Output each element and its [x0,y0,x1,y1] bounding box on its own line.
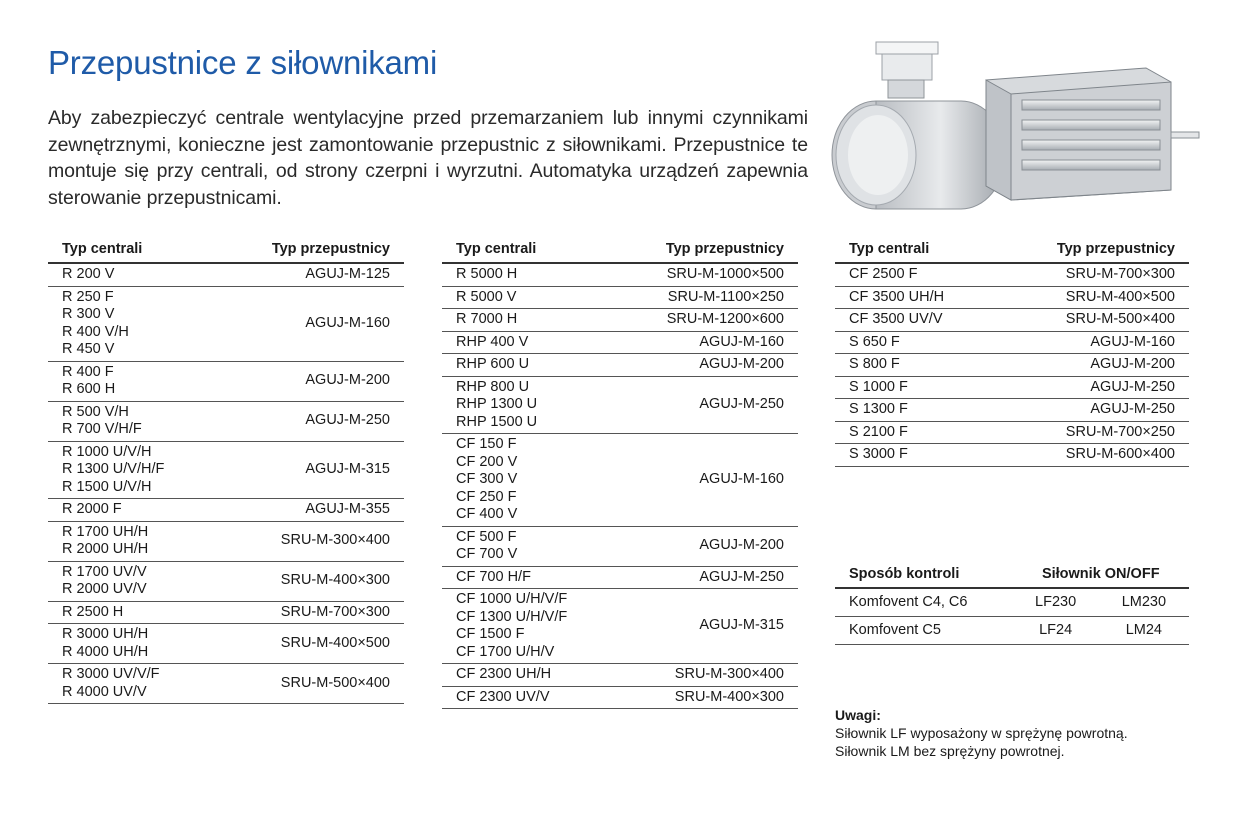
unit-type-cell: S 1300 F [835,399,997,422]
unit-type-cell: S 2100 F [835,421,997,444]
table-row [442,664,798,687]
rectangular-damper-icon [986,68,1199,200]
damper-type-cell: SRU-M-600×400 [997,444,1189,467]
damper-type-cell: AGUJ-M-125 [216,263,404,286]
table-row [442,286,798,309]
table-row [48,624,404,664]
table-row [835,588,1189,617]
notes [835,706,1128,760]
intro-paragraph: Aby zabezpieczyć centrale wentylacyjne przed przemarzaniem lub innymi czynnikami zewnętrznymi, konieczne jest zamontowanie przepustnic z siłownikami. Przepustnice te montuje się przy centrali, od strony czerpni i wyrzutni. Automatyka urządzeń zapewnia sterowanie przepustnicami. [48,107,808,209]
table-row [48,664,404,704]
damper-type-cell: AGUJ-M-160 [997,331,1189,354]
damper-type-cell: AGUJ-M-160 [616,331,798,354]
table-row [835,331,1189,354]
damper-type-cell: AGUJ-M-200 [997,354,1189,377]
damper-type-cell: SRU-M-1000×500 [616,263,798,286]
table-row [442,309,798,332]
table-row [48,441,404,499]
unit-type-cell: CF 3500 UH/H [835,286,997,309]
table-row [442,354,798,377]
page-title: Przepustnice z siłownikami [48,44,438,81]
unit-type-cell: CF 2300 UH/H [442,664,616,687]
col-actuator: Siłownik ON/OFF [1013,561,1189,588]
unit-type-cell: CF 3500 UV/V [835,309,997,332]
damper-type-cell: AGUJ-M-250 [997,376,1189,399]
unit-type-cell: CF 700 H/F [442,566,616,589]
damper-table-1 [48,236,404,704]
table-row [442,376,798,434]
notes-heading: Uwagi: [835,707,881,723]
table-row [835,376,1189,399]
actuator-lf: LF24 [1013,617,1099,645]
table-row [442,434,798,527]
unit-type-cell: R 3000 UH/H R 4000 UH/H [48,624,216,664]
round-damper-icon [832,42,1005,209]
unit-type-cell: R 200 V [48,263,216,286]
table-row [835,354,1189,377]
table-row [835,399,1189,422]
control-method: Komfovent C5 [835,617,1013,645]
unit-type-cell: CF 2300 UV/V [442,686,616,709]
control-table [835,561,1189,645]
damper-type-cell: AGUJ-M-250 [216,401,404,441]
unit-type-cell: R 3000 UV/V/F R 4000 UV/V [48,664,216,704]
damper-type-cell: SRU-M-1100×250 [616,286,798,309]
unit-type-cell: R 1700 UH/H R 2000 UH/H [48,521,216,561]
damper-type-cell: AGUJ-M-315 [216,441,404,499]
unit-type-cell: S 800 F [835,354,997,377]
unit-type-cell: R 1000 U/V/H R 1300 U/V/H/F R 1500 U/V/H [48,441,216,499]
unit-type-cell: R 250 F R 300 V R 400 V/H R 450 V [48,286,216,361]
control-method: Komfovent C4, C6 [835,588,1013,617]
unit-type-cell: RHP 600 U [442,354,616,377]
unit-type-cell: S 1000 F [835,376,997,399]
unit-type-cell: CF 150 F CF 200 V CF 300 V CF 250 F CF 400 V [442,434,616,527]
col-damper-type: Typ przepustnicy [216,236,404,263]
unit-type-cell: R 5000 V [442,286,616,309]
col-unit-type: Typ centrali [835,236,997,263]
damper-table-2 [442,236,798,709]
table-row [48,601,404,624]
table-row [835,263,1189,286]
table-row [48,361,404,401]
damper-type-cell: AGUJ-M-250 [997,399,1189,422]
actuator-lf: LF230 [1013,588,1099,617]
table-row [835,421,1189,444]
damper-type-cell: AGUJ-M-200 [616,354,798,377]
damper-table-3 [835,236,1189,467]
unit-type-cell: RHP 400 V [442,331,616,354]
damper-type-cell: SRU-M-1200×600 [616,309,798,332]
table-row [48,263,404,286]
damper-type-cell: AGUJ-M-160 [616,434,798,527]
col-unit-type: Typ centrali [442,236,616,263]
damper-type-cell: SRU-M-400×300 [216,561,404,601]
table-row [442,566,798,589]
damper-type-cell: SRU-M-300×400 [616,664,798,687]
damper-type-cell: SRU-M-400×300 [616,686,798,709]
note-line: Siłownik LF wyposażony w sprężynę powrotną. [835,725,1128,741]
table-row [835,617,1189,645]
damper-type-cell: SRU-M-500×400 [216,664,404,704]
damper-type-cell: SRU-M-700×300 [997,263,1189,286]
damper-type-cell: AGUJ-M-250 [616,376,798,434]
unit-type-cell: R 2500 H [48,601,216,624]
table-row [442,526,798,566]
table-row [835,444,1189,467]
col-damper-type: Typ przepustnicy [997,236,1189,263]
col-damper-type: Typ przepustnicy [616,236,798,263]
damper-type-cell: AGUJ-M-315 [616,589,798,664]
unit-type-cell: R 2000 F [48,499,216,522]
damper-type-cell: SRU-M-300×400 [216,521,404,561]
damper-type-cell: SRU-M-700×250 [997,421,1189,444]
table-row [48,401,404,441]
unit-type-cell: S 650 F [835,331,997,354]
unit-type-cell: CF 2500 F [835,263,997,286]
table-row [442,331,798,354]
damper-type-cell: SRU-M-500×400 [997,309,1189,332]
unit-type-cell: R 500 V/H R 700 V/H/F [48,401,216,441]
note-line: Siłownik LM bez sprężyny powrotnej. [835,743,1065,759]
unit-type-cell: R 400 F R 600 H [48,361,216,401]
table-row [48,561,404,601]
damper-type-cell: AGUJ-M-200 [216,361,404,401]
table-row [48,499,404,522]
unit-type-cell: S 3000 F [835,444,997,467]
table-row [48,521,404,561]
table-row [442,686,798,709]
col-control-method: Sposób kontroli [835,561,1013,588]
damper-type-cell: SRU-M-400×500 [997,286,1189,309]
table-row [442,263,798,286]
table-row [835,309,1189,332]
unit-type-cell: R 7000 H [442,309,616,332]
damper-type-cell: AGUJ-M-250 [616,566,798,589]
actuator-lm: LM24 [1099,617,1189,645]
table-row [835,286,1189,309]
damper-type-cell: SRU-M-400×500 [216,624,404,664]
damper-type-cell: AGUJ-M-355 [216,499,404,522]
damper-type-cell: AGUJ-M-200 [616,526,798,566]
damper-type-cell: SRU-M-700×300 [216,601,404,624]
unit-type-cell: R 5000 H [442,263,616,286]
table-row [442,589,798,664]
table-row [48,286,404,361]
unit-type-cell: CF 1000 U/H/V/F CF 1300 U/H/V/F CF 1500 F CF 1700 U/H/V [442,589,616,664]
product-illustrations [826,40,1206,210]
col-unit-type: Typ centrali [48,236,216,263]
damper-type-cell: AGUJ-M-160 [216,286,404,361]
unit-type-cell: RHP 800 U RHP 1300 U RHP 1500 U [442,376,616,434]
unit-type-cell: R 1700 UV/V R 2000 UV/V [48,561,216,601]
unit-type-cell: CF 500 F CF 700 V [442,526,616,566]
actuator-lm: LM230 [1099,588,1189,617]
